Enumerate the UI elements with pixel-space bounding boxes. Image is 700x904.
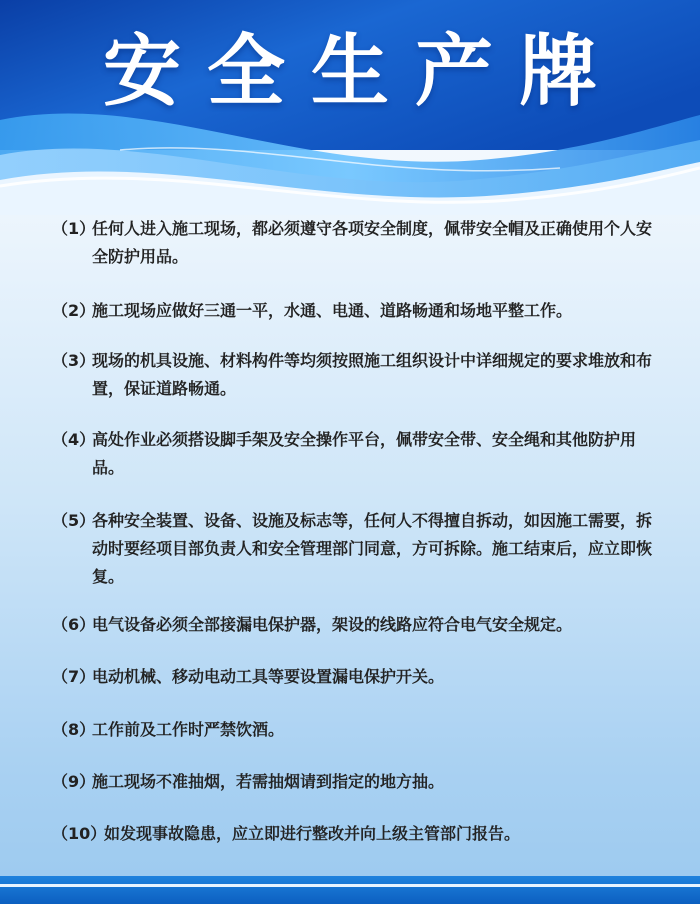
rule-text: 施工现场应做好三通一平，水通、电通、道路畅通和场地平整工作。: [92, 301, 573, 320]
rule-item: [52, 507, 664, 591]
rule-item: [52, 297, 664, 325]
rule-number: （8）: [52, 720, 96, 739]
rule-item: [52, 768, 664, 796]
rule-text: 如发现事故隐患，应立即进行整改并向上级主管部门报告。: [104, 824, 521, 843]
rule-item: [52, 215, 664, 271]
rule-text: 电动机械、移动电动工具等要设置漏电保护开关。: [92, 667, 445, 686]
bottom-decorative-line: [0, 884, 700, 887]
rule-number: （5）: [52, 511, 96, 530]
poster-title: 安全生产牌: [102, 27, 623, 117]
bottom-decorative-band: [0, 876, 700, 904]
rule-text: 工作前及工作时严禁饮酒。: [92, 720, 285, 739]
rule-text: 高处作业必须搭设脚手架及安全操作平台，佩带安全带、安全绳和其他防护用品。: [92, 430, 637, 477]
rule-text: 电气设备必须全部接漏电保护器，架设的线路应符合电气安全规定。: [92, 615, 573, 634]
rule-text: 施工现场不准抽烟，若需抽烟请到指定的地方抽。: [92, 772, 445, 791]
rule-number: （4）: [52, 430, 96, 449]
rule-item: [52, 716, 664, 744]
rule-item: [52, 820, 664, 848]
rule-item: [52, 663, 664, 691]
rule-number: （9）: [52, 772, 96, 791]
rule-number: （6）: [52, 615, 96, 634]
rule-number: （7）: [52, 667, 96, 686]
rule-item: [52, 611, 664, 639]
rule-item: [52, 426, 664, 482]
rule-text: 任何人进入施工现场，都必须遵守各项安全制度，佩带安全帽及正确使用个人安全防护用品。: [92, 219, 653, 266]
rule-text: 现场的机具设施、材料构件等均须按照施工组织设计中详细规定的要求堆放和布置，保证道路畅通。: [92, 351, 653, 398]
rule-number: （1）: [52, 219, 96, 238]
rule-number: （10）: [52, 824, 107, 843]
rule-item: [52, 347, 664, 403]
rule-text: 各种安全装置、设备、设施及标志等，任何人不得擅自拆动，如因施工需要，拆动时要经项目部负责人和安全管理部门同意，方可拆除。施工结束后，应立即恢复。: [92, 511, 653, 586]
rule-number: （2）: [52, 301, 96, 320]
rule-number: （3）: [52, 351, 96, 370]
